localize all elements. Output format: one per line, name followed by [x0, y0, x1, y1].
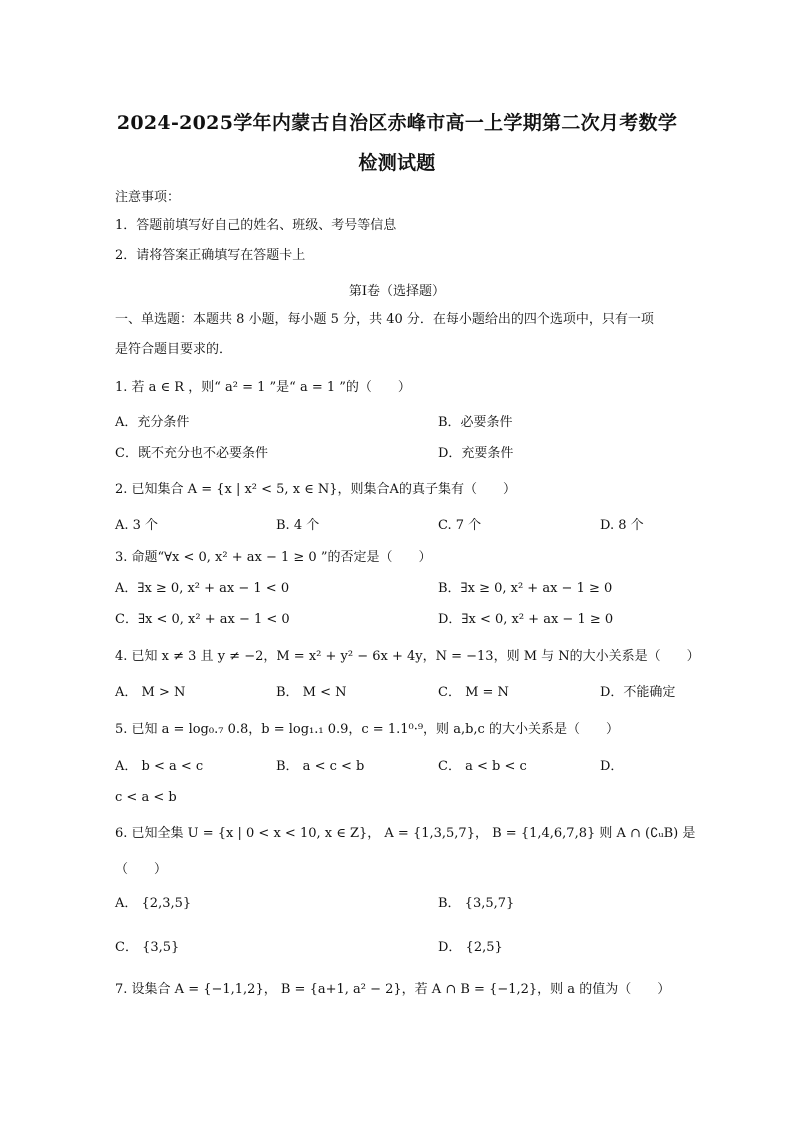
- question-5-option-d: D．: [600, 759, 624, 774]
- exam-title-line1: 2024-2025学年内蒙古自治区赤峰市高一上学期第二次月考数学: [116, 112, 678, 134]
- exam-title-line2: 检测试题: [358, 152, 436, 174]
- question-5-stem: 5. 已知 a = log₀.₇ 0.8，b = log₁.₁ 0.9，c = 1.1⁰·⁹，则 a,b,c 的大小关系是（ ）: [115, 722, 619, 737]
- notes-item-2: 2．请将答案正确填写在答题卡上: [115, 248, 306, 263]
- notes-item-1: 1．答题前填写好自己的姓名、班级、考号等信息: [115, 218, 397, 233]
- question-5-option-c: C． a < b < c: [438, 759, 527, 774]
- question-2-option-a: A. 3 个: [115, 518, 159, 533]
- part1-instructions-line1: 一、单选题：本题共 8 小题，每小题 5 分，共 40 分．在每小题给出的四个选项中，只有一项: [115, 312, 654, 327]
- notes-heading: 注意事项：: [115, 190, 181, 205]
- question-3-option-d: D．∃x < 0, x² + ax − 1 ≥ 0: [438, 612, 614, 627]
- question-6-stem-wrap: （ ）: [115, 862, 168, 877]
- question-2-option-d: D. 8 个: [600, 518, 644, 533]
- question-3-stem: 3. 命题“∀x < 0, x² + ax − 1 ≥ 0 ”的否定是（ ）: [115, 550, 432, 565]
- question-6-option-a: A． {2,3,5}: [115, 896, 192, 911]
- question-1-option-a: A．充分条件: [115, 415, 190, 430]
- section-label: 第I卷（选择题）: [348, 284, 446, 299]
- question-1-option-c: C．既不充分也不必要条件: [115, 446, 268, 461]
- question-1-stem: 1. 若 a ∈ R ，则“ a² = 1 ”是“ a = 1 ”的（ ）: [115, 380, 411, 395]
- question-6-option-d: D． {2,5}: [438, 940, 503, 955]
- question-3-option-c: C．∃x < 0, x² + ax − 1 < 0: [115, 612, 290, 627]
- question-1-option-b: B．必要条件: [438, 415, 513, 430]
- question-4-option-c: C． M = N: [438, 685, 509, 700]
- question-6-stem: 6. 已知全集 U = {x | 0 < x < 10, x ∈ Z}， A = {1,3,5,7}， B = {1,4,6,7,8} 则 A ∩ (∁ᵤB) 是: [115, 826, 696, 841]
- question-2-option-c: C. 7 个: [438, 518, 482, 533]
- question-6-option-b: B． {3,5,7}: [438, 896, 515, 911]
- part1-instructions-line2: 是符合题目要求的．: [115, 342, 233, 357]
- question-4-option-d: D．不能确定: [600, 685, 676, 700]
- question-7-stem: 7. 设集合 A = {−1,1,2}， B = {a+1, a² − 2}，若 A ∩ B = {−1,2}，则 a 的值为（ ）: [115, 982, 671, 997]
- question-5-option-a: A． b < a < c: [115, 759, 204, 774]
- question-3-option-a: A．∃x ≥ 0, x² + ax − 1 < 0: [115, 581, 290, 596]
- question-4-stem: 4. 已知 x ≠ 3 且 y ≠ −2，M = x² + y² − 6x + 4y，N = −13，则 M 与 N的大小关系是（ ）: [115, 649, 700, 664]
- question-2-option-b: B. 4 个: [276, 518, 320, 533]
- question-3-option-b: B．∃x ≥ 0, x² + ax − 1 ≥ 0: [438, 581, 613, 596]
- question-4-option-b: B． M < N: [276, 685, 347, 700]
- question-5-option-d-content: c < a < b: [115, 790, 177, 805]
- question-1-option-d: D．充要条件: [438, 446, 514, 461]
- question-6-option-c: C． {3,5}: [115, 940, 180, 955]
- question-4-option-a: A． M > N: [115, 685, 186, 700]
- question-5-option-b: B． a < c < b: [276, 759, 365, 774]
- question-2-stem: 2. 已知集合 A = {x | x² < 5, x ∈ N}，则集合A的真子集有（ ）: [115, 482, 516, 497]
